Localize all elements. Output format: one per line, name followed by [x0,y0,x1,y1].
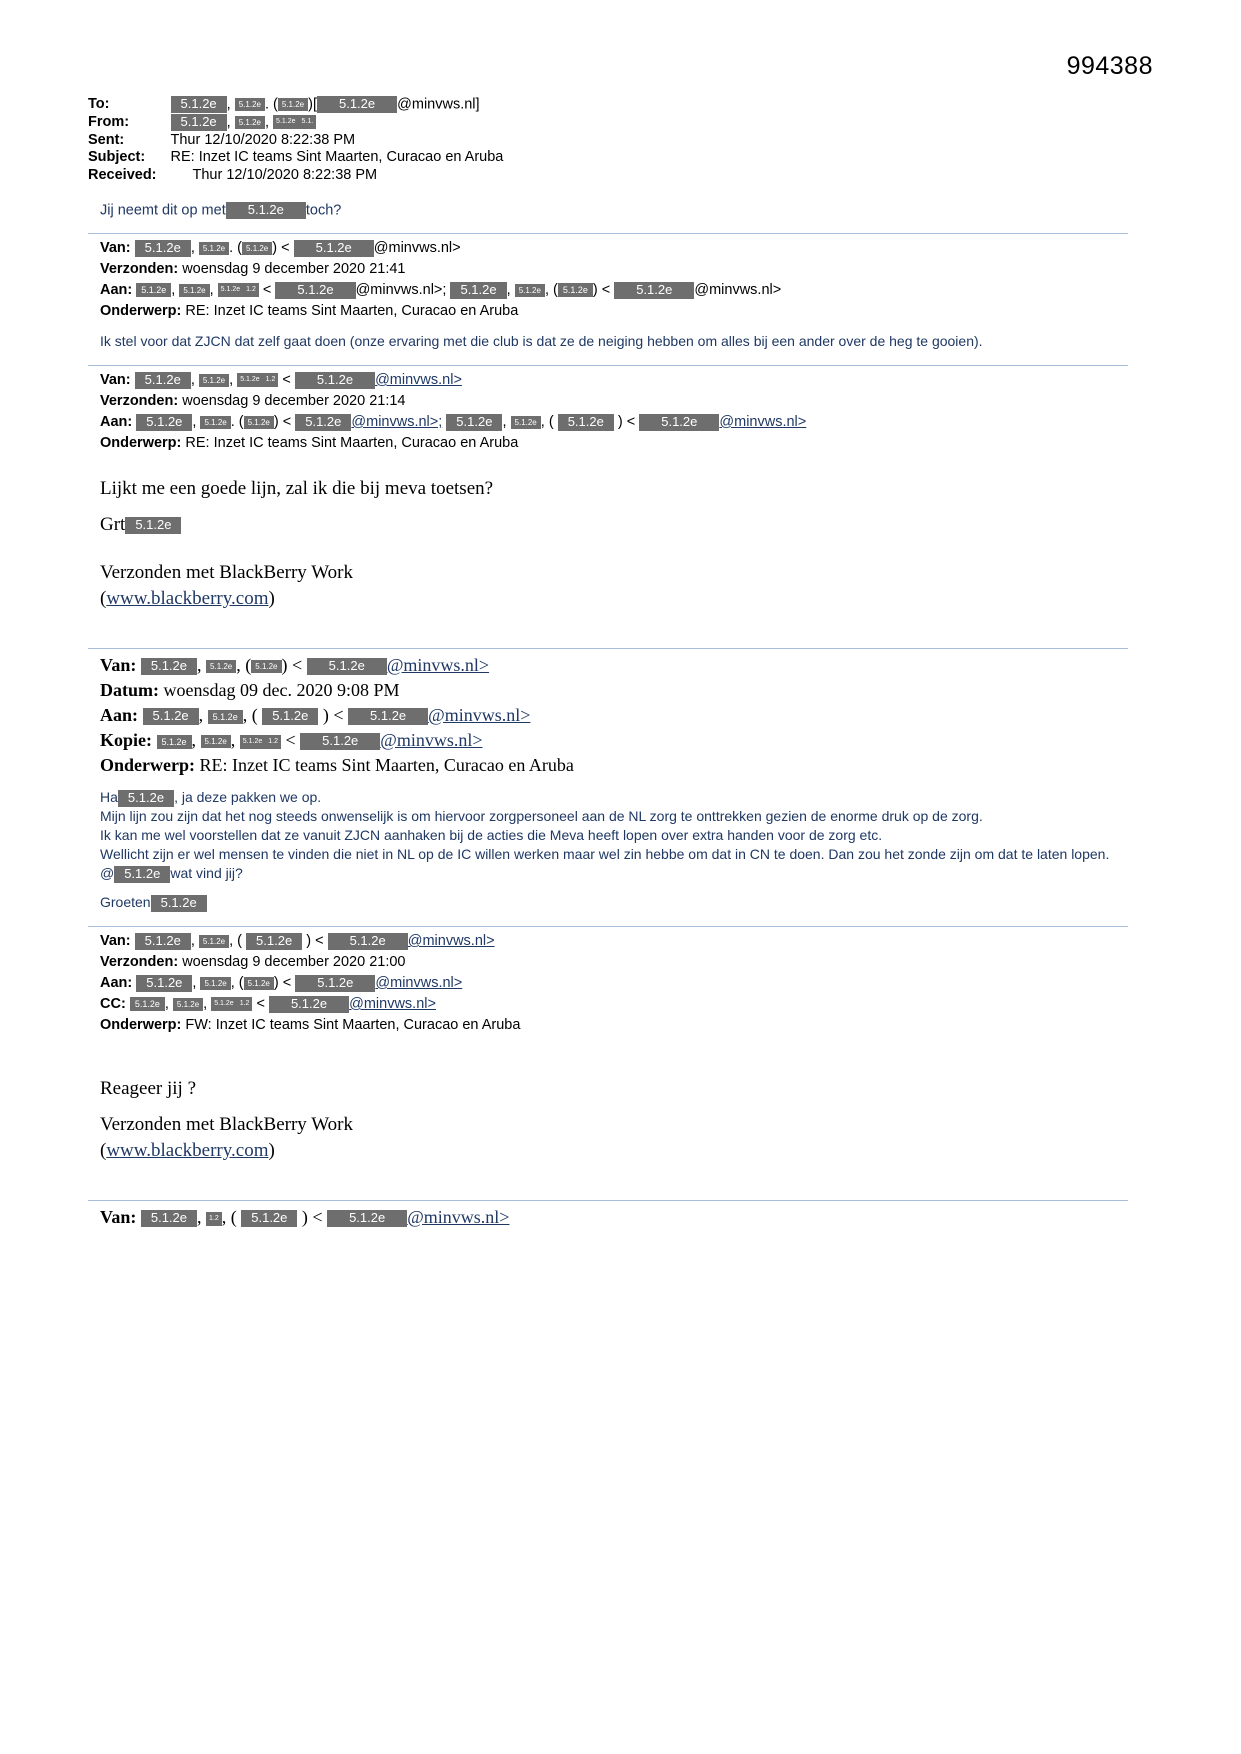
divider [88,365,1128,366]
redaction: 5.1.2e [235,98,265,111]
redaction: 5.1.2e [558,283,593,297]
label-verzonden: Verzonden: [100,953,179,970]
label-van: Van: [100,239,131,256]
redaction: 5.1.2e [450,282,506,299]
label-van: Van: [100,371,131,388]
message-4-onderwerp [100,1015,1153,1036]
redaction: 5.1.2e [237,373,262,387]
header-label-to: To: [88,96,110,112]
message-1-body: Ik stel voor dat ZJCN dat zelf gaat doen (onze ervaring met die club is dat ze de neiging hebben om alles bij een ander over de heg te gooien). [100,332,983,349]
redaction: 5.1. [299,115,317,129]
message-1-onderwerp-value: RE: Inzet IC teams Sint Maarten, Curacao en Aruba [185,302,519,319]
message-3-body-line4: Wellicht zijn er wel mensen te vinden die niet in NL op de IC willen werken maar wel zin hebbe om dat in CN te doen. Dan zou het zonde zijn om dat te laten lopen. [100,845,1110,862]
mention-suffix: wat vind jij? [170,864,243,881]
intro-text-before: Jij neemt dit op met [100,202,226,219]
redaction: 5.1.2e [141,1210,197,1227]
message-3-domain-2: @minvws.nl> [428,704,531,725]
redaction: 5.1.2e [118,790,174,807]
message-3-domain-3: @minvws.nl> [380,729,483,750]
header-label-received: Received: [88,166,157,183]
redaction: 5.1.2e [200,416,230,429]
label-onderwerp: Onderwerp: [100,1016,182,1033]
redaction: 5.1.2e [295,975,375,992]
divider [88,233,1128,234]
message-2-verzonden-value: woensdag 9 december 2020 21:14 [182,392,406,409]
message-4-aan: Aan: 5.1.2e , 5.1.2e , ( 5.1.2e ) < 5.1.2e @minvws.nl> [100,974,463,991]
redaction: 5.1.2e [226,202,306,219]
label-aan: Aan: [100,974,133,991]
message-2-signature [100,560,1153,612]
header-row-received [88,167,503,185]
redaction: 5.1.2e [179,284,209,297]
message-2-domain: @minvws.nl> [375,371,462,388]
message-2-body [88,476,1153,612]
message-2-body-line1: Lijkt me een goede lijn, zal ik die bij meva toetsen? [100,477,494,499]
redaction: 5.1.2e [125,517,181,534]
mention-prefix: @ [100,864,115,881]
redaction: 5.1.2e [218,283,243,297]
redaction: 5.1.2e [446,414,502,431]
header-value-received [171,167,504,185]
redaction: 5.1.2e [244,977,274,990]
message-2-onderwerp [100,433,1153,454]
redaction: 5.1.2e [171,114,227,131]
redaction: 5.1.2e [327,1210,407,1227]
label-onderwerp: Onderwerp: [100,302,182,319]
redaction: 5.1.2e [294,240,374,257]
message-2-signature-link-line [100,586,1153,612]
message-1-domain-semi: @minvws.nl>; [355,281,447,298]
redaction: 5.1.2e [211,997,236,1011]
message-2-header [88,370,1153,454]
message-1-van: Van: 5.1.2e , 5.1.2e . ( 5.1.2e ) < 5.1.2e @minvws.nl> [100,239,461,256]
label-onderwerp: Onderwerp: [100,434,182,451]
redaction: 5.1.2e [130,997,165,1011]
label-van: Van: [100,654,137,675]
redaction: 5.1.2e [135,372,191,389]
header-value-subject: RE: Inzet IC teams Sint Maarten, Curacao en Aruba [170,149,504,166]
label-verzonden: Verzonden: [100,260,179,277]
label-datum: Datum: [100,679,159,700]
message-2-signature-line: Verzonden met BlackBerry Work [100,561,353,583]
header-row-from [88,114,503,132]
message-3-aan: Aan: 5.1.2e , 5.1.2e , ( 5.1.2e ) < 5.1.2e @minvws.nl> [100,704,531,725]
header-row-to [88,96,503,114]
message-3-datum [100,678,1153,703]
header-value-to: 5.1.2e , 5.1.2e . ( 5.1.2e )[ 5.1.2e @minvws.nl] [171,96,504,114]
redaction: 5.1.2e [614,282,694,299]
redaction: 5.1.2e [328,933,408,950]
redaction: 5.1.2e [141,658,197,675]
message-3-body [88,788,1153,912]
redaction: 5.1.2e [300,733,380,750]
label-kopie: Kopie: [100,729,152,750]
redaction: 5.1.2e [173,998,203,1011]
message-4-van: Van: 5.1.2e , 5.1.2e , ( 5.1.2e ) < 5.1.2e @minvws.nl> [100,932,495,949]
message-4-signature [100,1112,1153,1164]
paren-close: ) [268,1139,275,1161]
message-3-onderwerp [100,753,1153,778]
redaction: 5.1.2e [114,866,170,883]
message-3-header [88,653,1153,778]
redaction: 5.1.2e [278,98,308,111]
message-3-body-greet [100,788,1153,807]
redaction: 5.1.2e [317,96,397,113]
paren-open: ( [100,587,107,609]
redaction: 1.2 [206,1212,222,1226]
redaction: 5.1.2e [639,414,719,431]
redaction: 1.2 [243,283,259,297]
message-3-datum-value: woensdag 09 dec. 2020 9:08 PM [163,679,400,700]
document-number: 994388 [1066,52,1153,80]
redaction: 1.2 [237,997,253,1011]
message-1-header [88,238,1153,322]
header-row-subject [88,149,503,167]
message-2-aan: Aan: 5.1.2e , 5.1.2e . ( 5.1.2e ) < 5.1.2e @minvws.nl>; 5.1.2e , 5.1.2e , ( 5.1.2e ) < 5.1.2e @minvws.nl> [100,413,807,430]
message-3-mention-line [100,864,1153,883]
message-3-kopie: Kopie: 5.1.2e , 5.1.2e , 5.1.2e 1.2 < 5.1.2e @minvws.nl> [100,729,483,750]
label-aan: Aan: [100,704,139,725]
redaction: 5.1.2e [206,660,236,673]
redaction: 5.1.2e [242,242,272,255]
redaction: 5.1.2e [135,933,191,950]
redaction: 5.1.2e [136,414,192,431]
redaction: 5.1.2e [199,242,229,255]
message-4-signature-link-line [100,1138,1153,1164]
redaction: 1.2 [263,373,279,387]
redaction: 5.1.2e [235,116,265,129]
message-3-body-line2: Mijn lijn zou zijn dat het nog steeds onwenselijk is om hiervoor zorgpersoneel aan de NL zorg te onttrekken gezien de enorme druk op de zorg. [100,807,983,824]
message-1-verzonden [100,259,1153,280]
redaction: 5.1.2e [244,416,274,429]
label-van: Van: [100,932,131,949]
redaction: 5.1.2e [200,977,230,990]
redaction: 5.1.2e [273,115,298,129]
message-2-greeting-line [100,512,1153,538]
redaction: 5.1.2e [143,708,199,725]
message-1-aan: Aan: 5.1.2e , 5.1.2e , 5.1.2e 1.2 < 5.1.2e @minvws.nl>; 5.1.2e , 5.1.2e , ( 5.1.2e ) < 5.1.2e @minvws.nl> [100,281,782,298]
divider [88,648,1128,649]
redaction: 5.1.2e [511,416,541,429]
redaction: 5.1.2e [275,282,355,299]
redaction: 5.1.2e [348,708,428,725]
redaction: 5.1.2e [171,96,227,113]
message-1-domain: @minvws.nl> [373,239,461,256]
header-value-sent: Thur 12/10/2020 8:22:38 PM [170,131,356,148]
message-2-domain-semi: @minvws.nl>; [351,413,443,430]
redaction: 5.1.2e [157,735,192,749]
redaction: 5.1.2e [135,240,191,257]
header-row-sent [88,132,503,150]
redaction: 5.1.2e [515,284,545,297]
message-4-signature-line: Verzonden met BlackBerry Work [100,1113,353,1135]
message-4-domain: @minvws.nl> [407,932,495,949]
message-4-verzonden [100,952,1153,973]
message-4-onderwerp-value: FW: Inzet IC teams Sint Maarten, Curacao en Aruba [185,1016,521,1033]
message-4-cc: CC: 5.1.2e , 5.1.2e , 5.1.2e 1.2 < 5.1.2e @minvws.nl> [100,995,436,1012]
redaction: 5.1.2e [251,660,281,673]
message-3-van: Van: 5.1.2e , 5.1.2e , ( 5.1.2e ) < 5.1.2e @minvws.nl> [100,654,490,675]
redaction: 5.1.2e [151,895,207,912]
redaction: 5.1.2e [246,933,302,950]
label-onderwerp: Onderwerp: [100,754,195,775]
redaction: 5.1.2e [241,1210,297,1227]
message-1-onderwerp [100,301,1153,322]
divider [88,926,1128,927]
label-aan: Aan: [100,281,133,298]
header-to-domain: @minvws.nl] [397,96,480,113]
message-1-domain-2: @minvws.nl> [694,281,782,298]
label-van: Van: [100,1206,137,1227]
redaction: 5.1.2e [240,735,265,749]
redaction: 5.1.2e [307,658,387,675]
message-3-body-line3: Ik kan me wel voorstellen dat ze vanuit ZJCN aanhaken bij de acties die Meva heeft lopen over extra handen voor de zorg etc. [100,826,883,843]
greet-suffix: , ja deze pakken we op. [174,788,322,805]
divider [88,1200,1128,1201]
redaction: 5.1.2e [558,414,614,431]
header-received-text: Thur 12/10/2020 8:22:38 PM [192,166,378,183]
message-4-body [88,1076,1153,1164]
message-4-body-line1: Reageer jij ? [100,1077,197,1099]
intro-text-after: toch? [305,202,342,219]
label-cc: CC: [100,995,126,1012]
message-4-domain-2: @minvws.nl> [375,974,463,991]
message-3-closing: Groeten [100,893,151,910]
message-3-onderwerp-value: RE: Inzet IC teams Sint Maarten, Curacao en Aruba [199,754,574,775]
blackberry-link[interactable]: www.blackberry.com [106,1139,269,1161]
email-header [88,96,503,184]
message-4-header [88,931,1153,1036]
message-1-verzonden-value: woensdag 9 december 2020 21:41 [182,260,406,277]
label-aan: Aan: [100,413,133,430]
message-3-domain: @minvws.nl> [386,654,490,675]
paren-open: ( [100,1139,107,1161]
message-5-van: Van: 5.1.2e , 1.2 , ( 5.1.2e ) < 5.1.2e @minvws.nl> [100,1206,510,1227]
redaction: 5.1.2e [199,935,229,948]
redaction: 1.2 [265,735,281,749]
paren-close: ) [268,587,275,609]
message-3-closing-line [100,893,1153,912]
message-2-domain-2: @minvws.nl> [719,413,807,430]
redaction: 5.1.2e [201,735,231,748]
email-body [88,196,1153,1230]
message-4-verzonden-value: woensdag 9 december 2020 21:00 [182,953,406,970]
message-2-onderwerp-value: RE: Inzet IC teams Sint Maarten, Curacao en Aruba [185,434,519,451]
redaction: 5.1.2e [295,372,375,389]
redaction: 5.1.2e [295,414,351,431]
message-5-domain: @minvws.nl> [407,1206,510,1227]
redaction: 5.1.2e [208,710,243,724]
header-value-from: 5.1.2e , 5.1.2e , 5.1.2e 5.1. [171,114,504,132]
message-5-header [88,1205,1153,1230]
header-label-subject: Subject: [88,149,146,166]
redaction: 5.1.2e [136,975,192,992]
header-label-from: From: [88,113,130,130]
message-2-van: Van: 5.1.2e , 5.1.2e , 5.1.2e 1.2 < 5.1.2e @minvws.nl> [100,371,462,388]
message-4-domain-3: @minvws.nl> [349,995,436,1012]
blackberry-link[interactable]: www.blackberry.com [106,587,269,609]
label-verzonden: Verzonden: [100,392,179,409]
header-label-sent: Sent: [88,131,125,148]
greet-prefix: Ha [100,788,118,805]
intro-note [88,196,1153,219]
message-2-verzonden [100,391,1153,412]
redaction: 5.1.2e [269,996,349,1013]
redaction: 5.1.2e [136,283,171,297]
redaction: 5.1.2e [262,708,318,725]
message-2-greeting: Grt [100,513,126,535]
redaction: 5.1.2e [199,374,229,387]
